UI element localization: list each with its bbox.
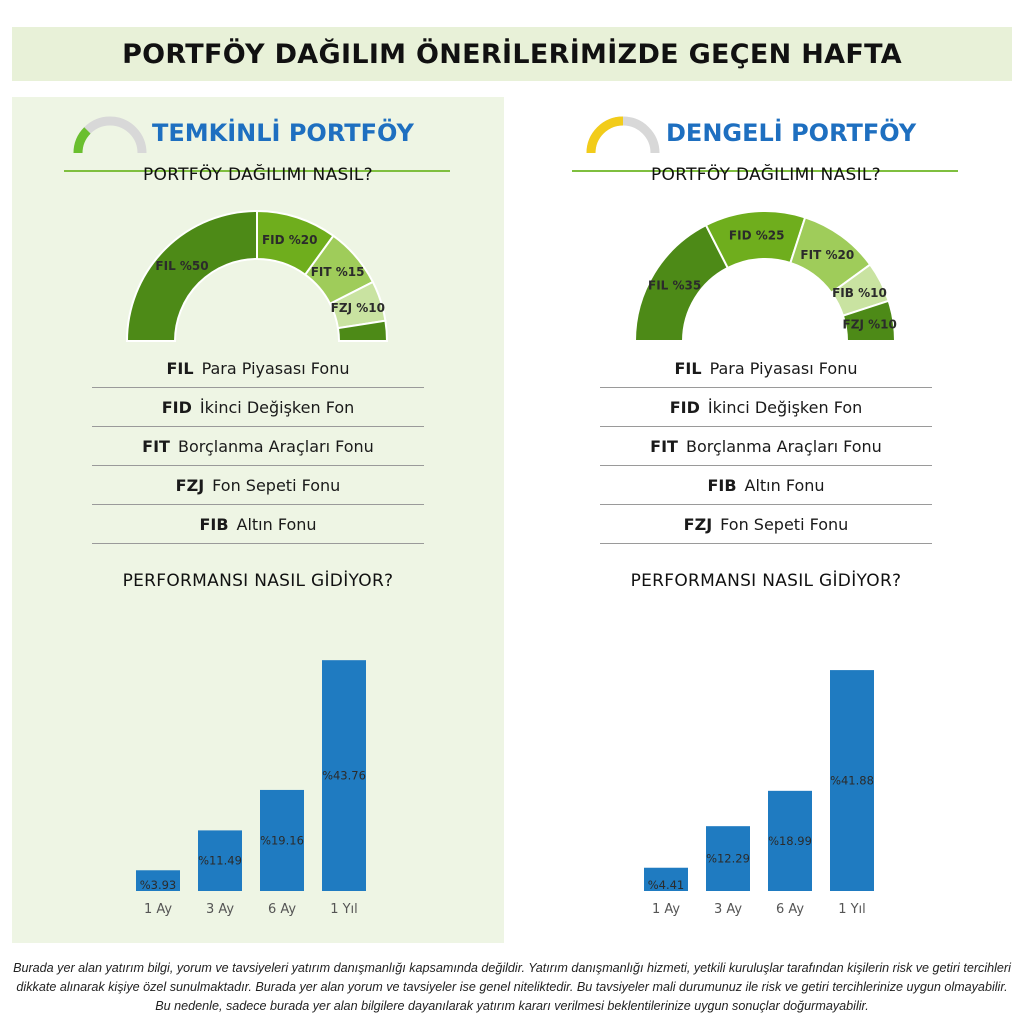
gauge-medium-icon: [583, 115, 663, 155]
distribution-heading: PORTFÖY DAĞILIMI NASIL?: [142, 165, 374, 185]
fund-code: FID: [669, 397, 700, 417]
bar-data-label: %12.29: [706, 851, 750, 866]
fund-name: Fon Sepeti Fonu: [212, 475, 341, 495]
legend-row: [92, 505, 424, 544]
x-tick-label: 1 Ay: [143, 902, 173, 917]
slice-label: FIB %10: [832, 285, 887, 300]
legend-row: [92, 427, 424, 466]
fund-name: Borçlanma Araçları Fonu: [177, 436, 374, 456]
panel-header: [520, 115, 1012, 155]
panel-dengeli: [520, 97, 1012, 943]
fund-legend: [600, 349, 932, 544]
legend-row: [92, 466, 424, 505]
bar-data-label: %11.49: [198, 853, 242, 868]
fund-code: FIT: [650, 436, 678, 456]
distribution-heading: PORTFÖY DAĞILIMI NASIL?: [650, 165, 882, 185]
fund-code: FIL: [674, 358, 702, 378]
performance-bar-chart: [122, 627, 382, 917]
x-tick-label: 6 Ay: [775, 902, 805, 917]
slice-label: FIL %50: [155, 259, 209, 274]
fund-name: Altın Fonu: [236, 514, 317, 534]
performance-heading: PERFORMANSI NASIL GİDİYOR?: [630, 571, 902, 591]
x-tick-label: 1 Ay: [651, 902, 681, 917]
x-tick-label: 3 Ay: [205, 902, 235, 917]
slice-label: FIL %35: [648, 278, 702, 293]
performance-heading: PERFORMANSI NASIL GİDİYOR?: [122, 571, 394, 591]
fund-code: FIB: [199, 514, 229, 534]
allocation-donut-chart: [620, 209, 910, 349]
fund-name: Para Piyasası Fonu: [709, 358, 858, 378]
disclaimer-text: Burada yer alan yatırım bilgi, yorum ve tavsiyeleri yatırım danışmanlığı kapsamında değildir. Yatırım danışmanlığı hizmeti, yetkili kuruluşlar tarafından kişilerin risk ve getiri tercihleri dikkate alınarak kişiye özel sunulmaktadır. Burada yer alan yorum ve tavsiyeler ise genel niteliktedir. Bu tavsiyeler mali durumunuz ile risk ve getiri tercihlerinize uygun olmayabilir. Bu nedenle, sadece burada yer alan bilgilere dayanılarak yatırım kararı verilmesi beklentilerinize uygun sonuçlar doğurmayabilir.: [13, 961, 1011, 1013]
legend-row: [92, 349, 424, 388]
fund-code: FIL: [166, 358, 194, 378]
fund-code: FZJ: [683, 514, 713, 534]
bar-data-label: %3.93: [139, 878, 177, 892]
bar-data-label: %43.76: [322, 768, 366, 783]
panel-title: DENGELİ PORTFÖY: [666, 119, 917, 147]
fund-name: İkinci Değişken Fon: [707, 397, 863, 417]
allocation-donut-chart: [112, 209, 402, 349]
legend-row: [600, 427, 932, 466]
legend-row: [92, 388, 424, 427]
slice-label: FIT %15: [310, 265, 365, 280]
slice-label: FZJ %10: [842, 317, 897, 332]
fund-name: İkinci Değişken Fon: [199, 397, 355, 417]
bar-data-label: %19.16: [260, 833, 304, 848]
bar-data-label: %4.41: [647, 878, 685, 892]
donut-slice: [127, 211, 257, 341]
fund-legend: [92, 349, 424, 544]
bar-data-label: %18.99: [768, 833, 812, 848]
fund-name: Borçlanma Araçları Fonu: [685, 436, 882, 456]
fund-code: FIB: [707, 475, 737, 495]
slice-label: FIT %20: [800, 248, 855, 263]
panel-temkinli: [12, 97, 504, 943]
legend-row: [600, 466, 932, 505]
slice-label: FID %20: [261, 233, 318, 248]
bar-data-label: %41.88: [830, 773, 874, 788]
slice-label: FZJ %10: [330, 301, 385, 316]
fund-name: Altın Fonu: [744, 475, 825, 495]
legend-row: [600, 505, 932, 544]
fund-code: FZJ: [175, 475, 205, 495]
fund-code: FIT: [142, 436, 170, 456]
fund-code: FID: [161, 397, 192, 417]
gauge-low-icon: [70, 115, 150, 155]
panel-header: [12, 115, 504, 155]
performance-bar-chart: [630, 627, 890, 917]
slice-label: FID %25: [728, 228, 785, 243]
x-tick-label: 3 Ay: [713, 902, 743, 917]
x-tick-label: 1 Yıl: [838, 902, 866, 917]
fund-name: Para Piyasası Fonu: [201, 358, 350, 378]
fund-name: Fon Sepeti Fonu: [720, 514, 849, 534]
legend-row: [600, 388, 932, 427]
panel-title: TEMKİNLİ PORTFÖY: [152, 119, 414, 147]
page-header: [12, 27, 1012, 81]
legend-row: [600, 349, 932, 388]
x-tick-label: 1 Yıl: [330, 902, 358, 917]
x-tick-label: 6 Ay: [267, 902, 297, 917]
page-title: PORTFÖY DAĞILIM ÖNERİLERİMİZDE GEÇEN HAFTA: [122, 38, 902, 70]
